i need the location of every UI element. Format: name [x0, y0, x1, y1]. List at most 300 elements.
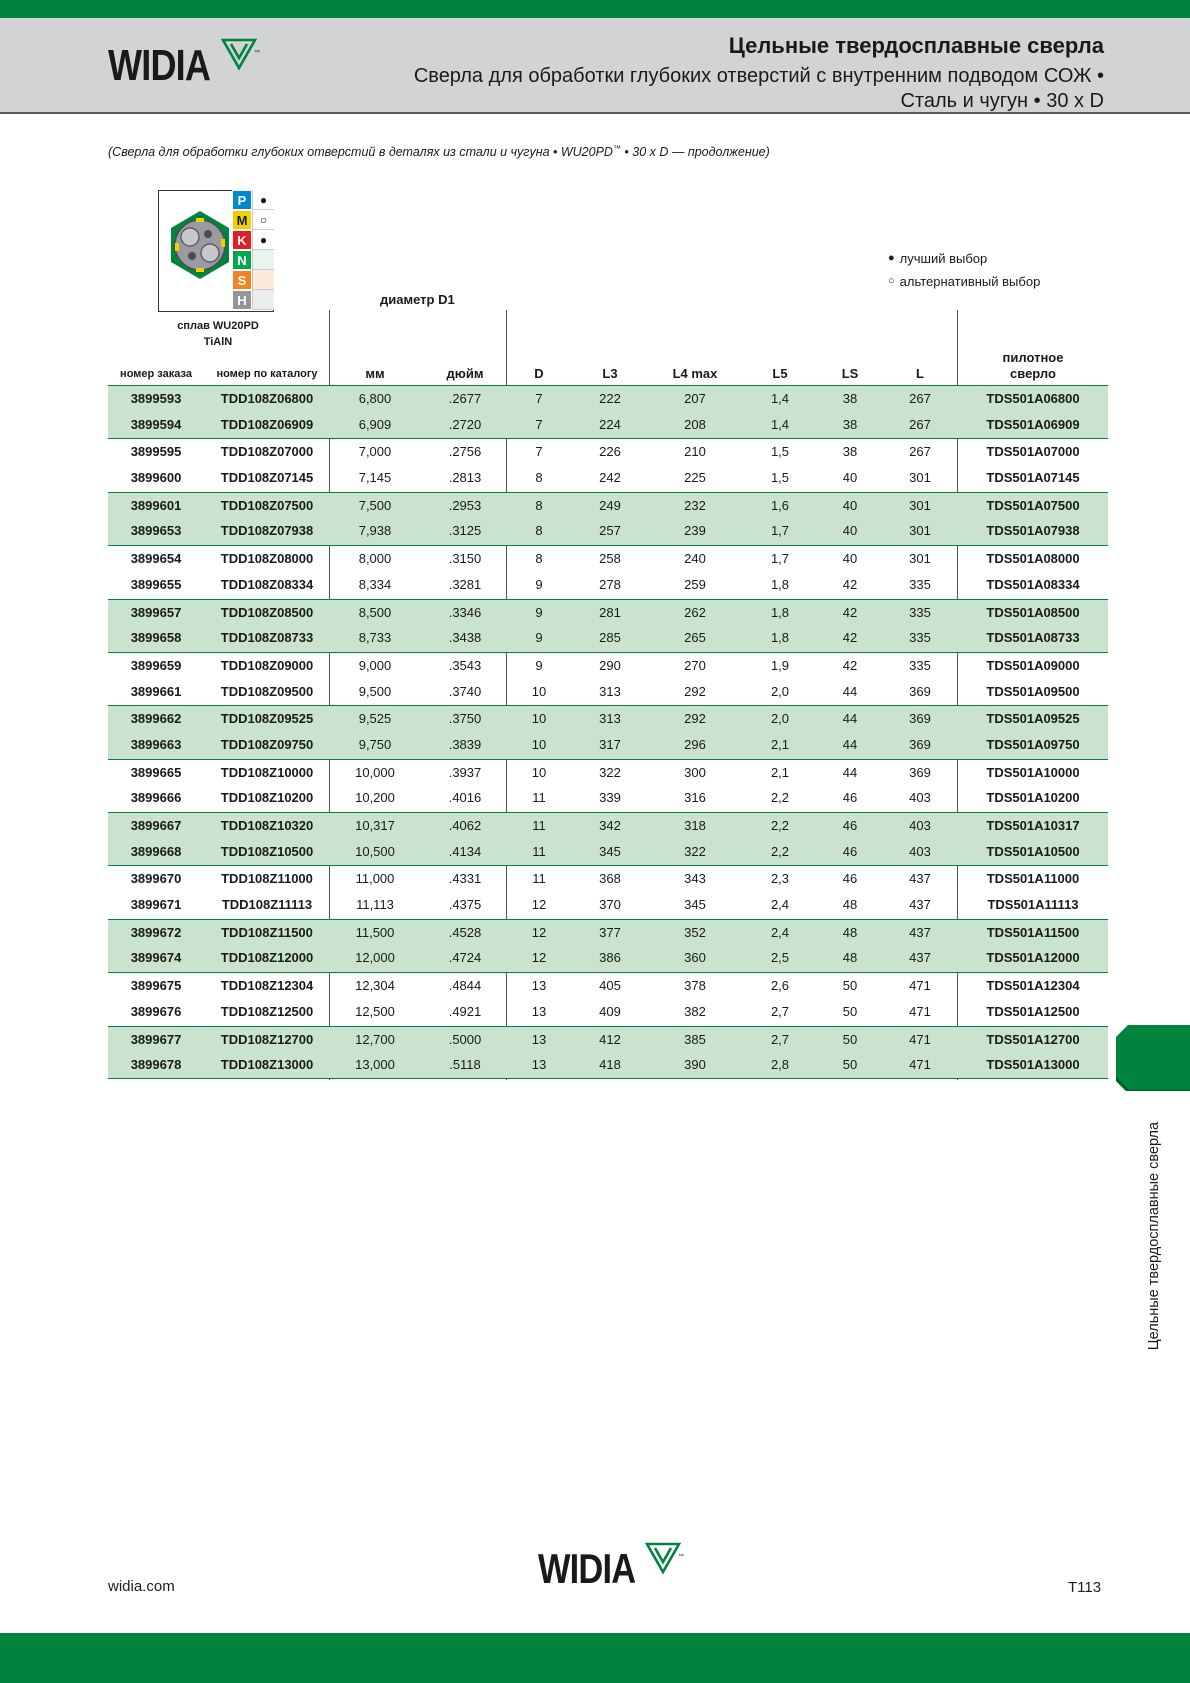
- cell-pilot-drill: TDS501A08733: [986, 630, 1080, 646]
- intro-trademark: ™: [612, 144, 621, 153]
- material-letter-h: H: [232, 290, 252, 310]
- cell-l: 471: [909, 1031, 931, 1047]
- cell-l3: 339: [599, 790, 621, 806]
- footer-logo-trademark: ™: [677, 1554, 684, 1560]
- header-pilot-line1: пилотное: [1002, 350, 1064, 365]
- cell-mm: 9,750: [358, 736, 392, 752]
- cell-catalog-no: TDD108Z06909: [220, 416, 314, 432]
- cell-l3: 257: [599, 523, 621, 539]
- cell-catalog-no: TDD108Z09500: [220, 683, 314, 699]
- cell-l: 301: [909, 523, 931, 539]
- table-row: [108, 412, 1108, 439]
- cell-catalog-no: TDD108Z08500: [220, 604, 314, 620]
- cell-l4max: 385: [684, 1031, 706, 1047]
- cell-mm: 7,000: [358, 444, 392, 460]
- material-row-n: [232, 250, 274, 270]
- drill-cross-section-icon: [163, 201, 237, 301]
- material-letter-s: S: [232, 270, 252, 290]
- cell-pilot-drill: TDS501A09500: [986, 683, 1080, 699]
- cell-ls: 46: [842, 790, 858, 806]
- legend-best: [888, 247, 1040, 270]
- cell-ls: 50: [842, 1003, 858, 1019]
- cell-mm: 11,500: [355, 924, 395, 940]
- cell-catalog-no: TDD108Z08733: [220, 630, 314, 646]
- cell-l: 335: [909, 657, 931, 673]
- cell-pilot-drill: TDS501A07000: [986, 444, 1080, 460]
- cell-l4max: 390: [684, 1057, 706, 1073]
- table-row: [108, 385, 1108, 412]
- cell-l4max: 292: [684, 711, 706, 727]
- cell-l5: 1,7: [770, 523, 790, 539]
- cell-l4max: 207: [684, 391, 706, 406]
- cell-order-no: 3899674: [130, 950, 182, 966]
- cell-mm: 8,334: [358, 576, 392, 592]
- logo-wordmark: WIDIA: [108, 41, 211, 90]
- cell-l5: 2,0: [770, 711, 790, 727]
- cell-order-no: 3899670: [130, 871, 182, 887]
- cell-l3: 418: [599, 1057, 621, 1073]
- cell-l4max: 292: [684, 683, 706, 699]
- side-tab-marker: [1116, 1025, 1190, 1091]
- material-mark-h: [252, 290, 274, 310]
- material-mark-k: ●: [252, 230, 274, 250]
- cell-inch: .4134: [448, 843, 482, 859]
- cell-mm: 10,317: [355, 818, 395, 833]
- cell-mm: 6,800: [358, 391, 392, 406]
- table-row: [108, 972, 1108, 999]
- table-row: [108, 999, 1108, 1026]
- cell-order-no: 3899671: [130, 897, 182, 913]
- cell-order-no: 3899668: [130, 843, 182, 859]
- cell-mm: 10,000: [355, 764, 395, 780]
- cell-l3: 258: [599, 551, 621, 567]
- cell-inch: .3125: [448, 523, 482, 539]
- cell-d: 11: [532, 871, 546, 887]
- cell-inch: .4844: [448, 978, 482, 994]
- cell-inch: .3937: [448, 764, 482, 780]
- cell-ls: 38: [842, 416, 858, 432]
- cell-catalog-no: TDD108Z08000: [220, 551, 314, 567]
- cell-l: 437: [909, 950, 931, 966]
- cell-l3: 345: [599, 843, 621, 859]
- cell-catalog-no: TDD108Z09750: [220, 736, 314, 752]
- header-ls: LS: [841, 366, 859, 381]
- side-tab-text: Цельные твердосплавные сверла: [1146, 1121, 1162, 1351]
- cell-catalog-no: TDD108Z10320: [220, 818, 314, 833]
- cell-mm: 12,500: [355, 1003, 395, 1019]
- side-tab-label: [1142, 1108, 1166, 1364]
- cell-ls: 46: [842, 818, 858, 833]
- cell-ls: 44: [842, 683, 858, 699]
- cell-l4max: 232: [684, 497, 706, 513]
- header-l: L: [916, 366, 924, 381]
- cell-l: 335: [909, 604, 931, 620]
- cell-order-no: 3899677: [130, 1031, 182, 1047]
- cell-catalog-no: TDD108Z07938: [220, 523, 314, 539]
- cell-l5: 1,5: [770, 470, 790, 486]
- cell-order-no: 3899676: [130, 1003, 182, 1019]
- cell-l5: 1,9: [770, 657, 790, 673]
- cell-l: 403: [909, 843, 931, 859]
- cell-d: 7: [535, 444, 543, 460]
- cell-inch: .3740: [448, 683, 482, 699]
- cell-pilot-drill: TDS501A06909: [986, 416, 1080, 432]
- cell-l3: 226: [599, 444, 621, 460]
- cell-pilot-drill: TDS501A13000: [986, 1057, 1080, 1073]
- cell-catalog-no: TDD108Z11500: [221, 924, 313, 940]
- intro-note: [108, 144, 770, 159]
- cell-catalog-no: TDD108Z07145: [220, 470, 314, 486]
- cell-d: 13: [531, 1003, 547, 1019]
- footer-website[interactable]: widia.com: [108, 1578, 175, 1595]
- intro-suffix: • 30 x D — продолжение): [620, 145, 770, 160]
- cell-d: 12: [531, 950, 547, 966]
- cell-inch: .4528: [448, 924, 482, 940]
- material-row-s: [232, 270, 274, 290]
- cell-inch: .2813: [448, 470, 482, 486]
- page-subtitle-line1: Сверла для обработки глубоких отверстий с внутренним подводом СОЖ •: [413, 65, 1104, 87]
- cell-d: 9: [535, 630, 543, 646]
- cell-d: 11: [532, 843, 546, 859]
- header-l3: L3: [602, 366, 618, 381]
- cell-pilot-drill: TDS501A12304: [986, 978, 1080, 994]
- cell-l3: 317: [599, 736, 621, 752]
- cell-l4max: 225: [684, 470, 706, 486]
- cell-order-no: 3899658: [130, 630, 182, 646]
- cell-d: 10: [531, 736, 547, 752]
- cell-catalog-no: TDD108Z12000: [220, 950, 314, 966]
- cell-l5: 1,4: [770, 391, 790, 406]
- cell-l3: 370: [599, 897, 621, 913]
- cell-l4max: 239: [684, 523, 706, 539]
- cell-mm: 9,525: [358, 711, 392, 727]
- cell-d: 8: [535, 523, 543, 539]
- material-mark-n: [252, 250, 274, 270]
- cell-catalog-no: TDD108Z12500: [220, 1003, 314, 1019]
- cell-ls: 50: [842, 1057, 858, 1073]
- cell-order-no: 3899600: [130, 470, 182, 486]
- cell-mm: 7,145: [358, 470, 392, 486]
- cell-l: 267: [909, 391, 931, 406]
- intro-prefix: (Сверла для обработки глубоких отверстий в деталях из стали и чугуна • WU20PD: [108, 145, 613, 160]
- cell-catalog-no: TDD108Z07000: [220, 444, 314, 460]
- cell-l: 369: [909, 711, 931, 727]
- cell-pilot-drill: TDS501A11500: [986, 924, 1080, 940]
- logo-trademark: ™: [253, 50, 260, 56]
- cell-l3: 313: [599, 711, 621, 727]
- cell-l5: 1,4: [770, 416, 790, 432]
- cell-d: 9: [535, 657, 543, 673]
- cell-order-no: 3899678: [130, 1057, 182, 1073]
- cell-pilot-drill: TDS501A07938: [986, 523, 1080, 539]
- page-title: Цельные твердосплавные сверла: [728, 33, 1104, 58]
- cell-mm: 7,500: [358, 497, 392, 513]
- cell-inch: .2677: [448, 391, 482, 406]
- cell-l: 335: [909, 630, 931, 646]
- cell-d: 12: [531, 924, 547, 940]
- cell-pilot-drill: TDS501A10317: [986, 818, 1080, 833]
- cell-pilot-drill: TDS501A12000: [986, 950, 1080, 966]
- legend-alternative-label: альтернативный выбор: [899, 274, 1041, 289]
- cell-l: 369: [909, 683, 931, 699]
- header-pilot-line2: сверло: [1010, 366, 1056, 381]
- cell-pilot-drill: TDS501A08000: [986, 551, 1080, 567]
- cell-ls: 48: [842, 897, 858, 913]
- cell-l: 403: [909, 818, 931, 833]
- cell-l5: 1,8: [770, 630, 790, 646]
- cell-mm: 10,500: [355, 843, 395, 859]
- cell-l4max: 300: [684, 764, 706, 780]
- filled-circle-icon: ●: [888, 252, 895, 264]
- cell-order-no: 3899661: [130, 683, 182, 699]
- widia-triangle-icon: [645, 1542, 685, 1576]
- table-row: [108, 1052, 1108, 1079]
- cell-l: 437: [909, 897, 931, 913]
- cell-l: 369: [909, 736, 931, 752]
- cell-ls: 46: [842, 871, 858, 887]
- cell-l5: 2,4: [770, 897, 790, 913]
- cell-inch: .5000: [448, 1031, 482, 1047]
- cell-d: 13: [531, 978, 547, 994]
- page-number: T113: [1068, 1579, 1102, 1596]
- cell-mm: 9,500: [358, 683, 392, 699]
- cell-inch: .3543: [448, 657, 482, 673]
- cell-d: 9: [535, 604, 543, 620]
- cell-l: 471: [909, 1057, 931, 1073]
- table-row: [108, 892, 1108, 919]
- material-letter-p: P: [232, 190, 252, 210]
- cell-pilot-drill: TDS501A11113: [987, 897, 1079, 913]
- header-l4max: L4 max: [672, 366, 718, 381]
- cell-order-no: 3899654: [130, 551, 182, 567]
- cell-l3: 386: [599, 950, 621, 966]
- cell-l5: 2,2: [770, 790, 790, 806]
- cell-l4max: 343: [684, 871, 706, 887]
- top-brand-band: [0, 0, 1190, 18]
- cell-l3: 322: [599, 764, 621, 780]
- cell-inch: .2953: [448, 497, 482, 513]
- cell-pilot-drill: TDS501A08334: [986, 576, 1080, 592]
- cell-pilot-drill: TDS501A10000: [986, 764, 1080, 780]
- cell-inch: .4016: [448, 790, 482, 806]
- cell-l5: 2,7: [770, 1003, 790, 1019]
- cell-order-no: 3899595: [130, 444, 182, 460]
- cell-l4max: 378: [684, 978, 706, 994]
- cell-l5: 2,8: [770, 1057, 790, 1073]
- cell-l3: 242: [599, 470, 621, 486]
- table-row: [108, 465, 1108, 492]
- cell-l3: 281: [599, 604, 621, 620]
- cell-ls: 44: [842, 736, 858, 752]
- table-row: [108, 438, 1108, 465]
- cell-order-no: 3899666: [130, 790, 182, 806]
- cell-l: 267: [909, 444, 931, 460]
- cell-ls: 44: [842, 764, 858, 780]
- cell-ls: 48: [842, 924, 858, 940]
- cell-l: 471: [909, 1003, 931, 1019]
- cell-order-no: 3899665: [130, 764, 182, 780]
- cell-order-no: 3899657: [130, 604, 182, 620]
- cell-d: 10: [531, 683, 547, 699]
- page-subtitle-line2: Сталь и чугун • 30 x D: [900, 90, 1104, 112]
- cell-order-no: 3899593: [130, 391, 182, 406]
- cell-l4max: 318: [684, 818, 706, 833]
- cell-inch: .4724: [448, 950, 482, 966]
- cell-l4max: 322: [684, 843, 706, 859]
- table-row: [108, 518, 1108, 545]
- cell-l5: 1,8: [770, 576, 790, 592]
- cell-l3: 313: [599, 683, 621, 699]
- cell-l5: 1,6: [770, 497, 790, 513]
- cell-mm: 8,500: [358, 604, 392, 620]
- cell-l: 403: [909, 790, 931, 806]
- table-row: [108, 492, 1108, 519]
- cell-inch: .4375: [448, 897, 482, 913]
- cell-catalog-no: TDD108Z10200: [220, 790, 314, 806]
- cell-l5: 2,5: [770, 950, 790, 966]
- cell-ls: 40: [842, 497, 858, 513]
- material-row-m: [232, 210, 274, 230]
- cell-l3: 405: [599, 978, 621, 994]
- cell-mm: 8,000: [358, 551, 392, 567]
- cell-d: 11: [532, 790, 546, 806]
- cell-l: 335: [909, 576, 931, 592]
- material-row-h: [232, 290, 274, 310]
- cell-order-no: 3899594: [130, 416, 182, 432]
- footer-widia-logo: [538, 1545, 685, 1592]
- cell-pilot-drill: TDS501A12700: [986, 1031, 1080, 1047]
- cell-pilot-drill: TDS501A09750: [986, 736, 1080, 752]
- material-row-p: [232, 190, 274, 210]
- cell-ls: 40: [842, 523, 858, 539]
- cell-l4max: 262: [684, 604, 706, 620]
- cell-l5: 2,2: [770, 843, 790, 859]
- cell-l5: 2,4: [770, 924, 790, 940]
- cell-catalog-no: TDD108Z10000: [220, 764, 314, 780]
- cell-l: 301: [909, 497, 931, 513]
- cell-l3: 224: [599, 416, 621, 432]
- legend: [888, 247, 1040, 293]
- cell-l5: 2,3: [770, 871, 790, 887]
- table-row: [108, 812, 1108, 839]
- cell-order-no: 3899655: [130, 576, 182, 592]
- cell-inch: .3839: [448, 736, 482, 752]
- cell-l5: 2,2: [770, 818, 790, 833]
- cell-pilot-drill: TDS501A08500: [986, 604, 1080, 620]
- cell-pilot-drill: TDS501A09525: [986, 711, 1080, 727]
- cell-inch: .4921: [448, 1003, 482, 1019]
- cell-l5: 2,1: [770, 764, 790, 780]
- table-row: [108, 599, 1108, 626]
- cell-l5: 1,8: [770, 604, 790, 620]
- cell-catalog-no: TDD108Z10500: [220, 843, 314, 859]
- table-row: [108, 839, 1108, 866]
- cell-order-no: 3899659: [130, 657, 182, 673]
- table-row: [108, 572, 1108, 599]
- cell-l3: 377: [599, 924, 621, 940]
- cell-inch: .5118: [449, 1057, 481, 1073]
- cell-ls: 42: [842, 604, 858, 620]
- cell-mm: 6,909: [358, 416, 392, 432]
- cell-inch: .3346: [448, 604, 482, 620]
- widia-triangle-icon: [221, 38, 261, 72]
- material-letter-k: K: [232, 230, 252, 250]
- cell-ls: 42: [842, 630, 858, 646]
- cell-catalog-no: TDD108Z09000: [220, 657, 314, 673]
- cell-l: 301: [909, 551, 931, 567]
- cell-d: 11: [532, 818, 546, 833]
- material-groups: [232, 190, 274, 310]
- table-row: [108, 945, 1108, 972]
- cell-catalog-no: TDD108Z11000: [221, 871, 313, 887]
- cell-l4max: 270: [684, 657, 706, 673]
- cell-pilot-drill: TDS501A10500: [986, 843, 1080, 859]
- header-mm: мм: [365, 366, 385, 381]
- cell-l4max: 360: [684, 950, 706, 966]
- open-circle-icon: ○: [888, 275, 895, 287]
- cell-l4max: 352: [684, 924, 706, 940]
- cell-l: 437: [909, 924, 931, 940]
- cell-l4max: 210: [684, 444, 706, 460]
- table-row: [108, 785, 1108, 812]
- cell-l3: 412: [599, 1031, 621, 1047]
- cell-pilot-drill: TDS501A12500: [986, 1003, 1080, 1019]
- cell-inch: .4331: [448, 871, 482, 887]
- cell-catalog-no: TDD108Z06800: [220, 391, 314, 406]
- table-row: [108, 919, 1108, 946]
- cell-order-no: 3899662: [130, 711, 182, 727]
- cell-ls: 42: [842, 576, 858, 592]
- cell-l4max: 382: [684, 1003, 706, 1019]
- material-row-k: [232, 230, 274, 250]
- cell-d: 8: [535, 551, 543, 567]
- legend-best-label: лучший выбор: [899, 251, 988, 266]
- cell-pilot-drill: TDS501A07145: [986, 470, 1080, 486]
- cell-mm: 11,113: [356, 897, 394, 913]
- cell-inch: .2756: [448, 444, 482, 460]
- cell-ls: 50: [842, 978, 858, 994]
- cell-mm: 10,200: [355, 790, 395, 806]
- widia-logo: [108, 41, 261, 90]
- cell-inch: .3150: [448, 551, 482, 567]
- cell-l3: 368: [599, 871, 621, 887]
- cell-d: 10: [531, 711, 547, 727]
- cell-ls: 40: [842, 470, 858, 486]
- cell-l3: 249: [599, 497, 621, 513]
- table-row: [108, 705, 1108, 732]
- cell-inch: .3438: [448, 630, 482, 646]
- cell-mm: 11,000: [355, 871, 395, 887]
- cell-ls: 46: [842, 843, 858, 859]
- grade-coating: TiAlN: [203, 336, 233, 348]
- cell-d: 7: [535, 391, 543, 406]
- cell-l3: 342: [599, 818, 621, 833]
- cell-order-no: 3899672: [130, 924, 182, 940]
- cell-l: 471: [909, 978, 931, 994]
- cell-catalog-no: TDD108Z12304: [220, 978, 314, 994]
- cell-l4max: 259: [684, 576, 706, 592]
- cell-ls: 42: [842, 657, 858, 673]
- cell-l5: 1,5: [770, 444, 790, 460]
- table-row: [108, 679, 1108, 706]
- table-row: [108, 865, 1108, 892]
- header-l5: L5: [772, 366, 788, 381]
- cell-ls: 50: [842, 1031, 858, 1047]
- cell-l5: 2,0: [770, 683, 790, 699]
- cell-pilot-drill: TDS501A11000: [986, 871, 1080, 887]
- cell-order-no: 3899663: [130, 736, 182, 752]
- cell-l4max: 240: [684, 551, 706, 567]
